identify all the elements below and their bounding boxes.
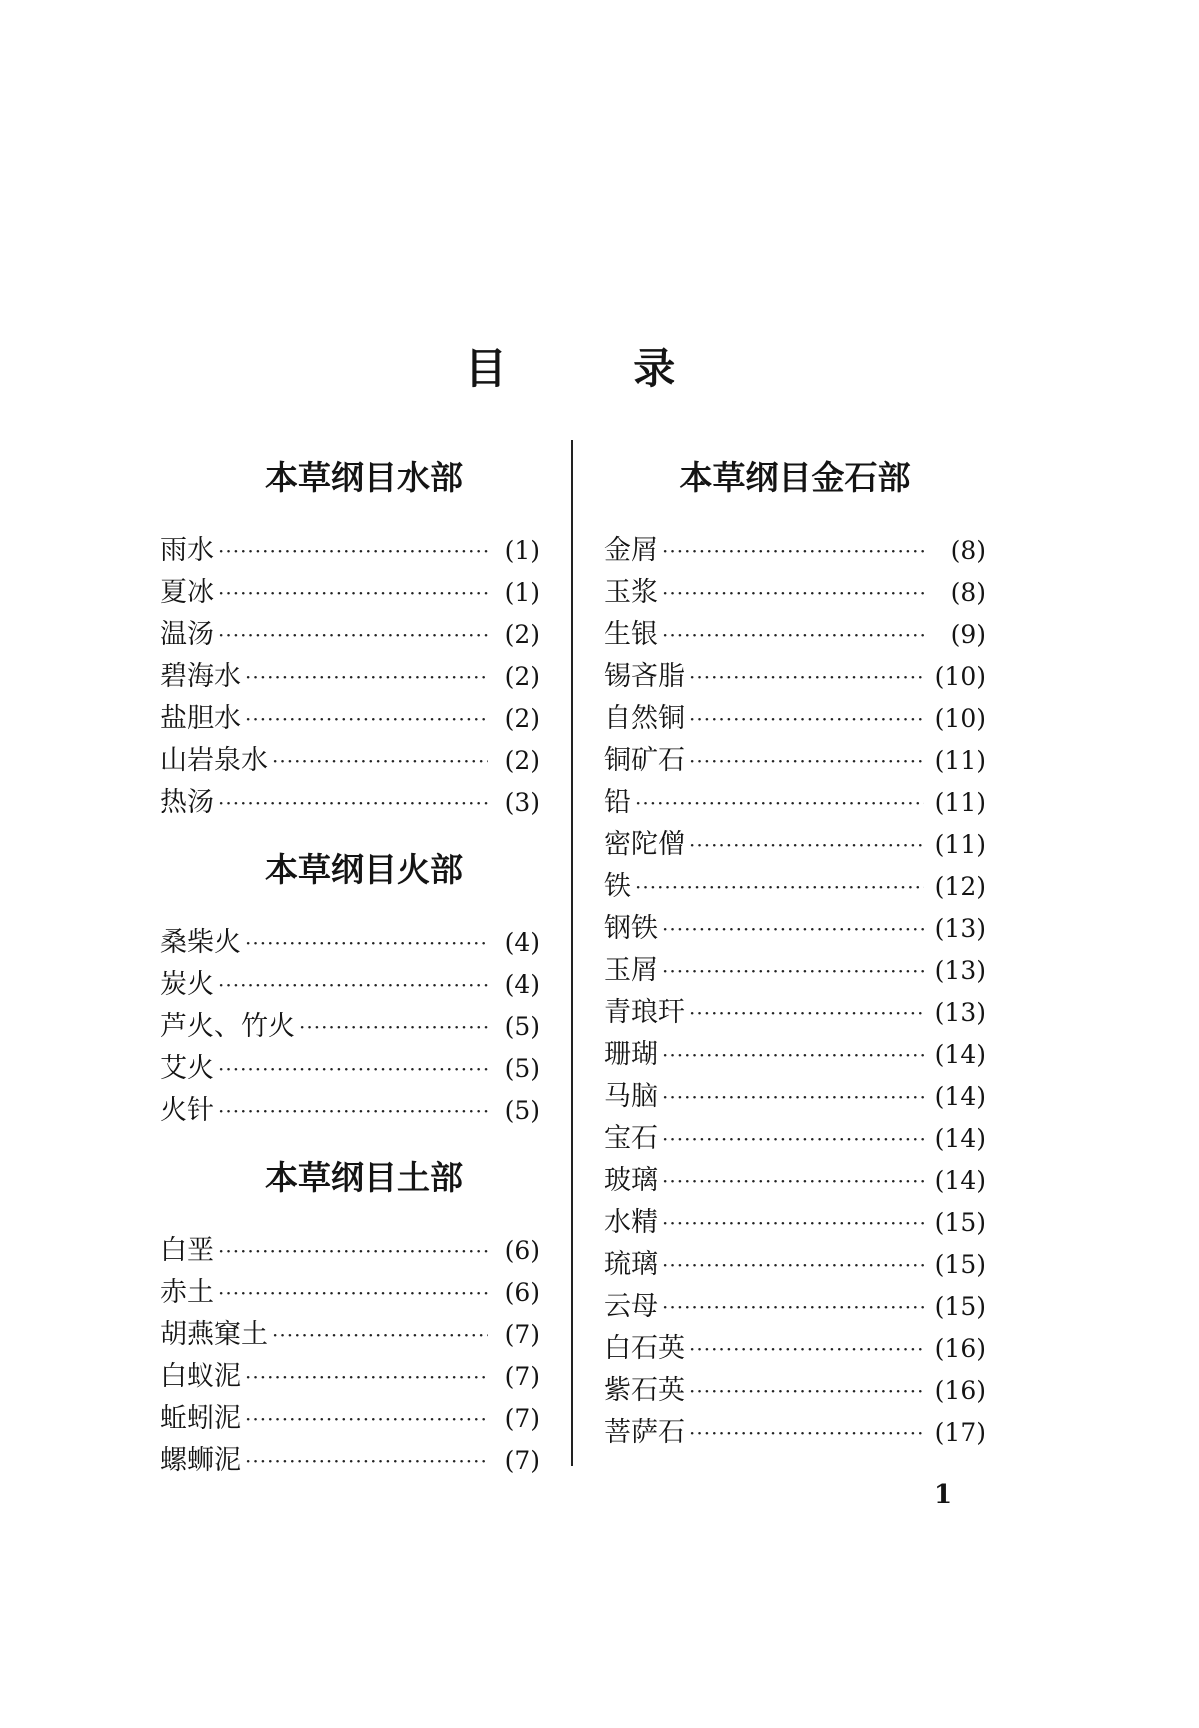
entry-page-number: (2) (504, 704, 540, 733)
toc-entry (160, 572, 540, 614)
entry-title: 白石英 (604, 1333, 685, 1364)
entry-title: 艾火 (160, 1053, 214, 1084)
entry-page-number: (5) (504, 1012, 540, 1041)
right-column (604, 456, 986, 1454)
entry-page-number: (13) (934, 914, 986, 943)
toc-entry (604, 950, 986, 992)
page-title: 目 录 (464, 344, 732, 393)
toc-entry (604, 908, 986, 950)
entry-page-number: (7) (504, 1320, 540, 1349)
dot-leader (245, 1440, 488, 1482)
toc-entry-list (604, 530, 986, 1454)
entry-page-number: (6) (504, 1278, 540, 1307)
dot-leader (689, 698, 924, 740)
entry-page-number: (2) (504, 746, 540, 775)
dot-leader (218, 1230, 488, 1272)
entry-title: 钢铁 (604, 913, 658, 944)
entry-title: 赤土 (160, 1277, 214, 1308)
dot-leader (635, 866, 924, 908)
dot-leader (689, 656, 924, 698)
entry-title: 玻璃 (604, 1165, 658, 1196)
dot-leader (272, 740, 488, 782)
section-spacer (160, 824, 540, 848)
entry-title: 自然铜 (604, 703, 685, 734)
entry-page-number: (2) (504, 620, 540, 649)
entry-page-number: (4) (504, 928, 540, 957)
dot-leader (662, 1076, 924, 1118)
dot-leader (662, 1244, 924, 1286)
toc-entry (604, 740, 986, 782)
section-heading: 本草纲目水部 (265, 458, 463, 497)
toc-entry (160, 1356, 540, 1398)
dot-leader (662, 572, 924, 614)
toc-entry (160, 964, 540, 1006)
entry-page-number: (13) (934, 956, 986, 985)
dot-leader (662, 1202, 924, 1244)
entry-page-number: (16) (934, 1376, 986, 1405)
toc-entry (160, 530, 540, 572)
entry-page-number: (11) (934, 788, 986, 817)
entry-title: 火针 (160, 1095, 214, 1126)
entry-title: 螺蛳泥 (160, 1445, 241, 1476)
entry-title: 铁 (604, 871, 631, 902)
toc-entry (160, 782, 540, 824)
toc-entry (604, 698, 986, 740)
entry-page-number: (15) (934, 1208, 986, 1237)
entry-title: 铅 (604, 787, 631, 818)
dot-leader (662, 1118, 924, 1160)
toc-entry (604, 614, 986, 656)
toc-entry (604, 866, 986, 908)
dot-leader (689, 992, 924, 1034)
dot-leader (299, 1006, 488, 1048)
entry-title: 碧海水 (160, 661, 241, 692)
dot-leader (218, 572, 488, 614)
entry-title: 热汤 (160, 787, 214, 818)
dot-leader (218, 1090, 488, 1132)
entry-title: 锡吝脂 (604, 661, 685, 692)
entry-page-number: (15) (934, 1250, 986, 1279)
entry-title: 密陀僧 (604, 829, 685, 860)
toc-entry (604, 530, 986, 572)
entry-title: 蚯蚓泥 (160, 1403, 241, 1434)
toc-entry (604, 1034, 986, 1076)
entry-page-number: (1) (504, 578, 540, 607)
entry-page-number: (5) (504, 1096, 540, 1125)
entry-page-number: (11) (934, 746, 986, 775)
entry-title: 玉屑 (604, 955, 658, 986)
dot-leader (689, 1412, 924, 1454)
entry-page-number: (7) (504, 1446, 540, 1475)
entry-title: 芦火、竹火 (160, 1011, 295, 1042)
entry-page-number: (13) (934, 998, 986, 1027)
entry-title: 夏冰 (160, 577, 214, 608)
entry-title: 玉浆 (604, 577, 658, 608)
dot-leader (689, 1328, 924, 1370)
entry-page-number: (8) (950, 536, 986, 565)
entry-title: 珊瑚 (604, 1039, 658, 1070)
column-divider (571, 440, 573, 1466)
dot-leader (245, 1356, 488, 1398)
dot-leader (218, 1048, 488, 1090)
toc-entry (604, 1370, 986, 1412)
toc-entry (160, 1440, 540, 1482)
toc-entry (604, 1328, 986, 1370)
entry-title: 菩萨石 (604, 1417, 685, 1448)
entry-page-number: (14) (934, 1082, 986, 1111)
dot-leader (218, 964, 488, 1006)
entry-page-number: (9) (950, 620, 986, 649)
section-spacer (160, 1132, 540, 1156)
entry-page-number: (6) (504, 1236, 540, 1265)
dot-leader (662, 1160, 924, 1202)
toc-entry (160, 922, 540, 964)
entry-page-number: (14) (934, 1166, 986, 1195)
entry-page-number: (15) (934, 1292, 986, 1321)
toc-entry (160, 740, 540, 782)
entry-page-number: (17) (934, 1418, 986, 1447)
entry-title: 宝石 (604, 1123, 658, 1154)
entry-title: 云母 (604, 1291, 658, 1322)
toc-entry (160, 698, 540, 740)
dot-leader (662, 1286, 924, 1328)
toc-entry (160, 1272, 540, 1314)
entry-page-number: (12) (934, 872, 986, 901)
toc-entry (160, 1090, 540, 1132)
toc-entry (160, 1314, 540, 1356)
dot-leader (245, 922, 488, 964)
entry-page-number: (4) (504, 970, 540, 999)
dot-leader (662, 614, 924, 656)
toc-entry (604, 1412, 986, 1454)
dot-leader (218, 614, 488, 656)
entry-title: 温汤 (160, 619, 214, 650)
toc-entry (604, 1160, 986, 1202)
entry-title: 炭火 (160, 969, 214, 1000)
dot-leader (689, 1370, 924, 1412)
toc-entry (160, 1398, 540, 1440)
section-heading: 本草纲目金石部 (679, 458, 911, 497)
dot-leader (218, 530, 488, 572)
entry-page-number: (8) (950, 578, 986, 607)
dot-leader (662, 908, 924, 950)
entry-page-number: (10) (934, 662, 986, 691)
dot-leader (218, 1272, 488, 1314)
dot-leader (245, 1398, 488, 1440)
entry-title: 山岩泉水 (160, 745, 268, 776)
toc-entry-list (160, 922, 540, 1132)
left-column (160, 456, 540, 1482)
entry-title: 水精 (604, 1207, 658, 1238)
dot-leader (662, 1034, 924, 1076)
entry-title: 白蚁泥 (160, 1361, 241, 1392)
toc-entry-list (160, 530, 540, 824)
entry-title: 马脑 (604, 1081, 658, 1112)
toc-entry (160, 614, 540, 656)
toc-entry (160, 1048, 540, 1090)
toc-entry (604, 782, 986, 824)
toc-entry (604, 1076, 986, 1118)
entry-title: 雨水 (160, 535, 214, 566)
dot-leader (689, 824, 924, 866)
dot-leader (689, 740, 924, 782)
toc-entry (604, 1202, 986, 1244)
entry-title: 胡燕窠土 (160, 1319, 268, 1350)
page-number: 1 (934, 1480, 953, 1510)
entry-page-number: (2) (504, 662, 540, 691)
dot-leader (662, 530, 924, 572)
entry-page-number: (11) (934, 830, 986, 859)
entry-title: 桑柴火 (160, 927, 241, 958)
entry-page-number: (14) (934, 1040, 986, 1069)
entry-page-number: (5) (504, 1054, 540, 1083)
entry-page-number: (1) (504, 536, 540, 565)
toc-entry (604, 656, 986, 698)
entry-page-number: (14) (934, 1124, 986, 1153)
section-heading: 本草纲目土部 (265, 1158, 463, 1197)
toc-entry (604, 824, 986, 866)
entry-title: 琉璃 (604, 1249, 658, 1280)
entry-title: 盐胆水 (160, 703, 241, 734)
toc-entry (604, 1286, 986, 1328)
toc-entry (604, 572, 986, 614)
toc-entry (160, 1006, 540, 1048)
toc-entry (160, 656, 540, 698)
entry-title: 紫石英 (604, 1375, 685, 1406)
toc-entry (604, 1244, 986, 1286)
toc-entry (604, 992, 986, 1034)
toc-entry (604, 1118, 986, 1160)
entry-title: 青琅玕 (604, 997, 685, 1028)
dot-leader (662, 950, 924, 992)
section-heading: 本草纲目火部 (265, 850, 463, 889)
dot-leader (245, 656, 488, 698)
dot-leader (635, 782, 924, 824)
entry-page-number: (7) (504, 1404, 540, 1433)
entry-page-number: (7) (504, 1362, 540, 1391)
entry-page-number: (3) (504, 788, 540, 817)
entry-title: 生银 (604, 619, 658, 650)
entry-page-number: (16) (934, 1334, 986, 1363)
toc-entry (160, 1230, 540, 1272)
dot-leader (218, 782, 488, 824)
toc-entry-list (160, 1230, 540, 1482)
entry-page-number: (10) (934, 704, 986, 733)
dot-leader (245, 698, 488, 740)
entry-title: 金屑 (604, 535, 658, 566)
entry-title: 铜矿石 (604, 745, 685, 776)
dot-leader (272, 1314, 488, 1356)
entry-title: 白垩 (160, 1235, 214, 1266)
